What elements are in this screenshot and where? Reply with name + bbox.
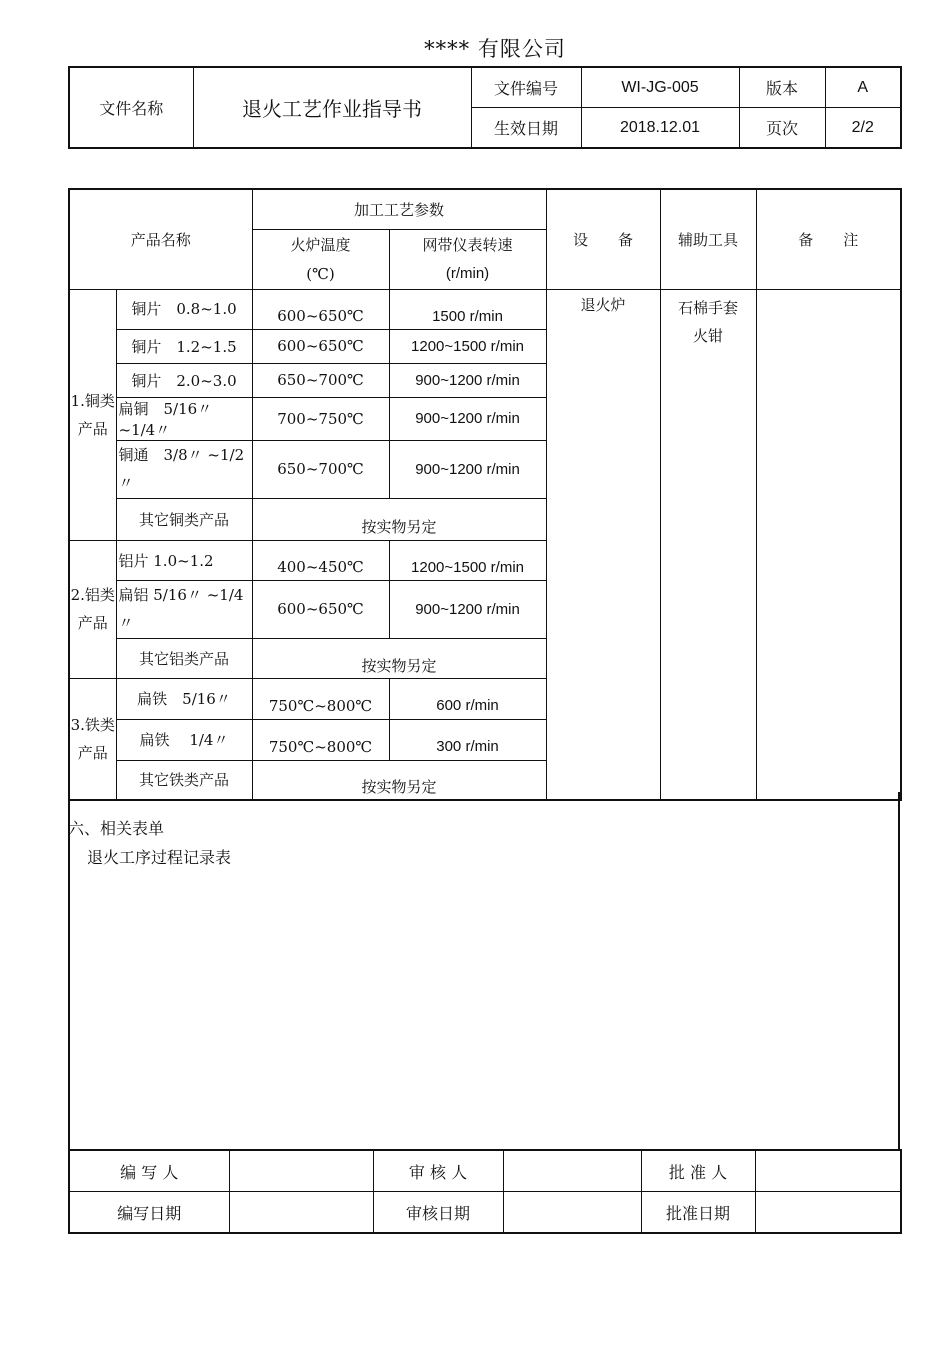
product-other: 其它铁类产品 — [116, 760, 252, 800]
group-label-aluminium: 2.铝类产品 — [69, 540, 116, 678]
tools-value-2: 火钳 — [693, 326, 724, 345]
temp-cell: 750℃~800℃ — [252, 719, 389, 760]
tools-header: 辅助工具 — [660, 189, 756, 289]
version-label: 版本 — [739, 67, 825, 108]
temp-cell: 600~650℃ — [252, 329, 389, 363]
speed-cell: 1200~1500 r/min — [389, 540, 546, 580]
process-params-header: 加工工艺参数 — [252, 189, 546, 229]
product-cell: 铝片 1.0~1.2 — [116, 540, 252, 580]
equipment-value: 退火炉 — [546, 289, 660, 800]
belt-speed-header: 网带仪表转速 — [389, 229, 546, 259]
speed-cell: 600 r/min — [389, 678, 546, 719]
group-label-iron: 3.铁类产品 — [69, 678, 116, 800]
reviewer-field[interactable] — [503, 1150, 641, 1192]
company-title: **** 有限公司 — [424, 37, 566, 61]
speed-cell: 900~1200 r/min — [389, 397, 546, 440]
write-date-label: 编写日期 — [69, 1192, 229, 1234]
temp-cell: 700~750℃ — [252, 397, 389, 440]
writer-field[interactable] — [229, 1150, 373, 1192]
product-cell: 铜片 0.8~1.0 — [116, 289, 252, 329]
writer-label: 编 写 人 — [69, 1150, 229, 1192]
furnace-temp-header: 火炉温度 — [252, 229, 389, 259]
doc-name: 退火工艺作业指导书 — [193, 67, 471, 148]
product-cell: 扁铁 5/16〃 — [116, 678, 252, 719]
remarks-header: 备 注 — [756, 189, 901, 289]
belt-speed-unit: (r/min) — [389, 259, 546, 289]
product-cell: 扁铜 5/16〃 ~1/4〃 — [116, 397, 252, 440]
tools-value-1: 石棉手套 — [678, 298, 739, 317]
signoff-table — [68, 1149, 902, 1234]
temp-cell: 600~650℃ — [252, 289, 389, 329]
remarks-value — [756, 289, 901, 800]
process-table — [68, 188, 902, 801]
doc-no-label: 文件编号 — [471, 67, 581, 108]
approver-label: 批 准 人 — [641, 1150, 755, 1192]
doc-name-label: 文件名称 — [69, 67, 193, 148]
review-date-field[interactable] — [503, 1192, 641, 1234]
review-date-label: 审核日期 — [373, 1192, 503, 1234]
write-date-field[interactable] — [229, 1192, 373, 1234]
approver-field[interactable] — [755, 1150, 901, 1192]
product-cell: 扁铁 1/4〃 — [116, 719, 252, 760]
product-other: 其它铝类产品 — [116, 638, 252, 678]
equipment-header: 设 备 — [546, 189, 660, 289]
page-number: 2/2 — [825, 108, 901, 149]
doc-no: WI-JG-005 — [581, 67, 739, 108]
effective-date-label: 生效日期 — [471, 108, 581, 149]
temp-cell: 650~700℃ — [252, 363, 389, 397]
speed-cell: 900~1200 r/min — [389, 580, 546, 638]
temp-cell: 650~700℃ — [252, 440, 389, 498]
tools-value — [660, 289, 756, 800]
product-cell: 扁铝 5/16〃 ~1/4〃 — [116, 580, 252, 638]
speed-cell: 900~1200 r/min — [389, 363, 546, 397]
reviewer-label: 审 核 人 — [373, 1150, 503, 1192]
product-cell: 铜片 2.0~3.0 — [116, 363, 252, 397]
temp-cell: 600~650℃ — [252, 580, 389, 638]
speed-cell: 900~1200 r/min — [389, 440, 546, 498]
other-note: 按实物另定 — [252, 498, 546, 540]
product-other: 其它铜类产品 — [116, 498, 252, 540]
temp-cell: 400~450℃ — [252, 540, 389, 580]
group-label-copper: 1.铜类产品 — [69, 289, 116, 540]
product-cell: 铜片 1.2~1.5 — [116, 329, 252, 363]
approve-date-label: 批准日期 — [641, 1192, 755, 1234]
section-item: 退火工序过程记录表 — [87, 848, 232, 867]
temp-cell: 750℃~800℃ — [252, 678, 389, 719]
product-name-header: 产品名称 — [69, 189, 252, 289]
speed-cell: 1500 r/min — [389, 289, 546, 329]
product-cell: 铜通 3/8〃 ~1/2〃 — [116, 440, 252, 498]
page-label: 页次 — [739, 108, 825, 149]
version: A — [825, 67, 901, 108]
speed-cell: 300 r/min — [389, 719, 546, 760]
other-note: 按实物另定 — [252, 760, 546, 800]
document-header — [68, 66, 902, 149]
speed-cell: 1200~1500 r/min — [389, 329, 546, 363]
section-title: 六、相关表单 — [68, 819, 165, 838]
other-note: 按实物另定 — [252, 638, 546, 678]
effective-date: 2018.12.01 — [581, 108, 739, 149]
furnace-temp-unit: (℃) — [252, 259, 389, 289]
approve-date-field[interactable] — [755, 1192, 901, 1234]
